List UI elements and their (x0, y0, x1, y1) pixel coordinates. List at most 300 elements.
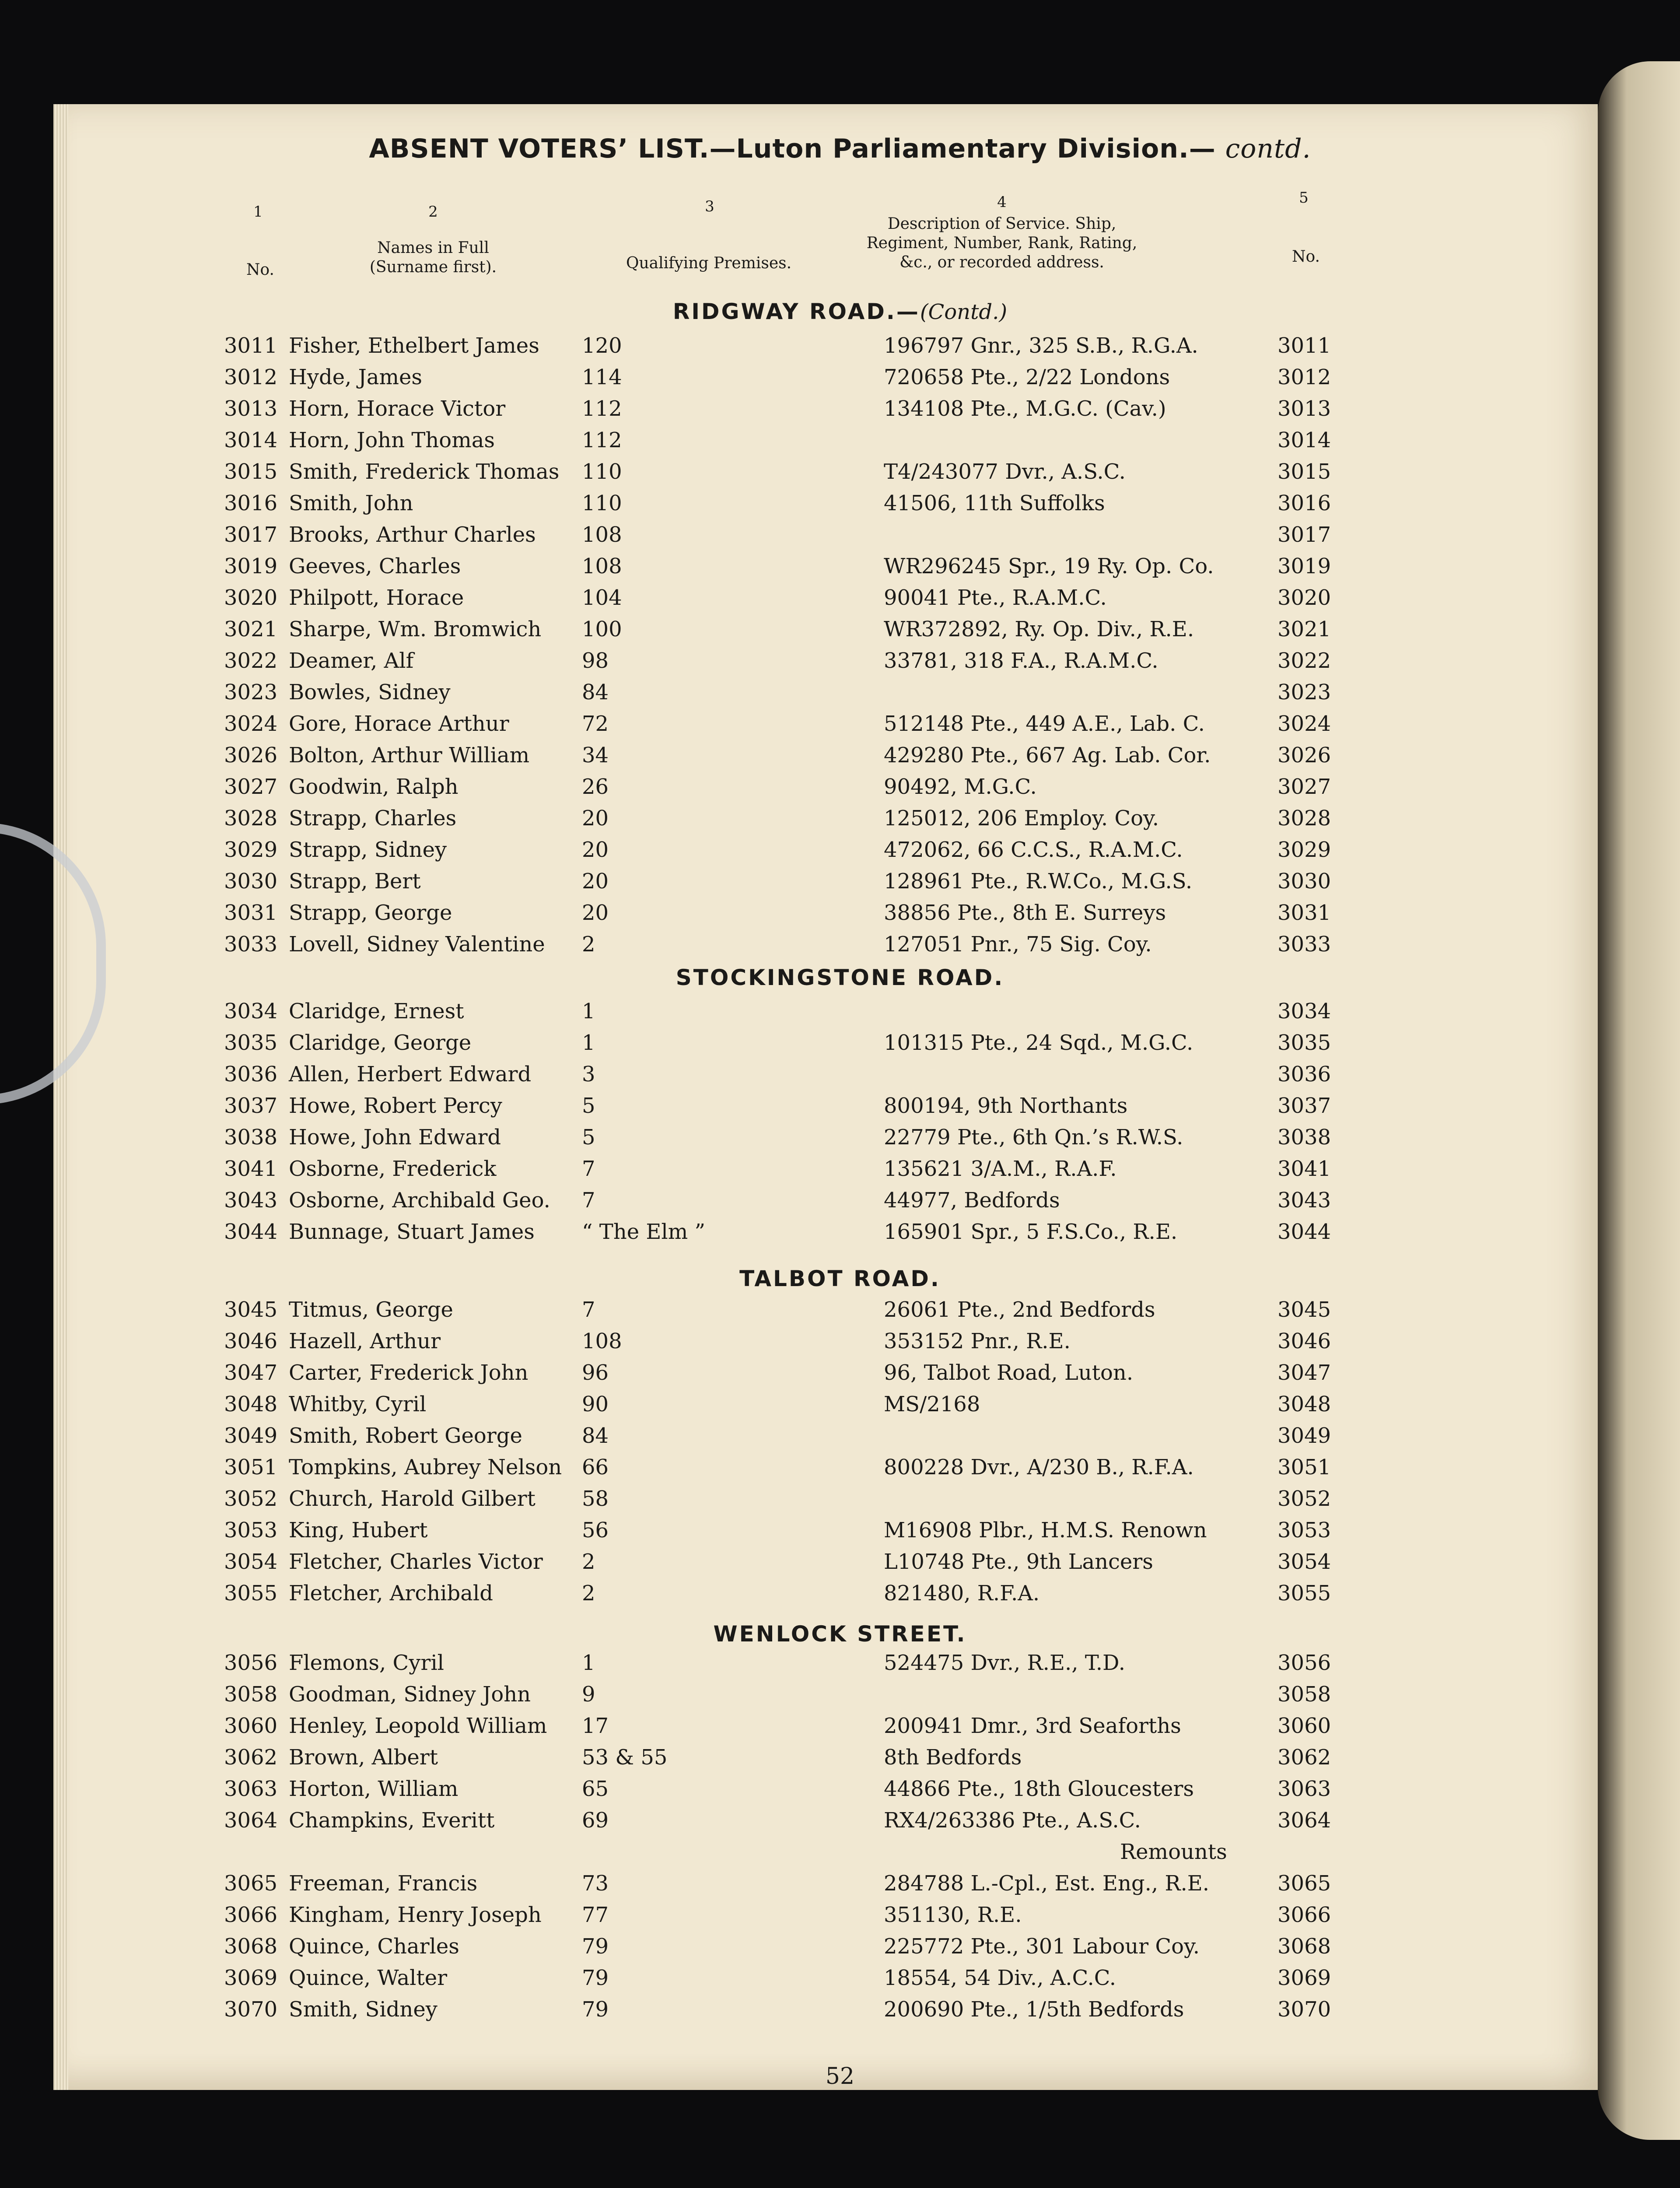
voter-name: Claridge, Ernest (289, 999, 464, 1024)
service-description: 127051 Pnr., 75 Sig. Coy. (884, 932, 1152, 957)
column-number-1: 1 (253, 203, 263, 221)
service-description: 196797 Gnr., 325 S.B., R.G.A. (884, 333, 1198, 358)
voter-name: Bowles, Sidney (289, 680, 451, 705)
voter-number: 3045 (224, 1297, 278, 1322)
voter-number-right: 3066 (1278, 1903, 1331, 1927)
voter-name: Strapp, Bert (289, 869, 421, 894)
table-row (0, 1487, 1680, 1517)
voter-number-right: 3012 (1278, 365, 1331, 389)
voter-number: 3022 (224, 649, 278, 673)
table-row (0, 1777, 1680, 1807)
qualifying-premises: 17 (582, 1714, 609, 1738)
voter-number: 3033 (224, 932, 278, 957)
voter-number-right: 3035 (1278, 1031, 1331, 1055)
voter-name: Sharpe, Wm. Bromwich (289, 617, 542, 642)
service-description: 125012, 206 Employ. Coy. (884, 806, 1159, 831)
page-number: 52 (825, 2063, 855, 2090)
table-row (0, 999, 1680, 1030)
voter-number-right: 3017 (1278, 522, 1331, 547)
voter-number: 3047 (224, 1360, 278, 1385)
voter-number: 3024 (224, 712, 278, 736)
voter-number: 3069 (224, 1966, 278, 1990)
voter-number: 3012 (224, 365, 278, 389)
voter-number-right: 3027 (1278, 775, 1331, 799)
table-row (0, 1220, 1680, 1250)
voter-name: Kingham, Henry Joseph (289, 1903, 542, 1927)
voter-number: 3048 (224, 1392, 278, 1417)
voter-number: 3046 (224, 1329, 278, 1353)
table-row (0, 491, 1680, 522)
voter-number-right: 3023 (1278, 680, 1331, 705)
voter-number: 3031 (224, 901, 278, 925)
service-description: 44977, Bedfords (884, 1188, 1060, 1213)
voter-name: Carter, Frederick John (289, 1360, 528, 1385)
qualifying-premises: 96 (582, 1360, 609, 1385)
voter-name: Fletcher, Charles Victor (289, 1550, 543, 1574)
table-row (0, 1518, 1680, 1549)
table-row (0, 1581, 1680, 1612)
service-continuation: Remounts (1120, 1840, 1227, 1864)
column-number-5: 5 (1299, 189, 1309, 207)
voter-number-right: 3051 (1278, 1455, 1331, 1480)
voter-number-right: 3058 (1278, 1682, 1331, 1707)
column-header-premises: Qualifying Premises. (626, 254, 792, 272)
qualifying-premises: 2 (582, 932, 595, 957)
voter-number: 3064 (224, 1808, 278, 1833)
voter-number: 3019 (224, 554, 278, 579)
voter-number-right: 3038 (1278, 1125, 1331, 1150)
voter-number-right: 3049 (1278, 1424, 1331, 1448)
voter-number-right: 3054 (1278, 1550, 1331, 1574)
voter-number-right: 3043 (1278, 1188, 1331, 1213)
qualifying-premises: 110 (582, 459, 622, 484)
table-row (0, 1871, 1680, 1902)
voter-number: 3017 (224, 522, 278, 547)
voter-number-right: 3056 (1278, 1651, 1331, 1675)
voter-number: 3065 (224, 1871, 278, 1896)
table-row (0, 522, 1680, 553)
voter-number-right: 3053 (1278, 1518, 1331, 1543)
section-heading (0, 299, 1680, 324)
service-description: 800194, 9th Northants (884, 1094, 1128, 1118)
voter-name: Claridge, George (289, 1031, 472, 1055)
qualifying-premises: 7 (582, 1188, 595, 1213)
qualifying-premises: 20 (582, 806, 609, 831)
table-row (0, 1392, 1680, 1423)
qualifying-premises: 120 (582, 333, 622, 358)
voter-name: Whitby, Cyril (289, 1392, 427, 1417)
voter-number: 3028 (224, 806, 278, 831)
qualifying-premises: 72 (582, 712, 609, 736)
service-description: 18554, 54 Div., A.C.C. (884, 1966, 1116, 1990)
qualifying-premises: 66 (582, 1455, 609, 1480)
table-row (0, 1157, 1680, 1187)
table-row (0, 680, 1680, 711)
voter-number: 3038 (224, 1125, 278, 1150)
voter-number-right: 3016 (1278, 491, 1331, 515)
voter-name: Brooks, Arthur Charles (289, 522, 536, 547)
voter-number: 3066 (224, 1903, 278, 1927)
voter-name: Titmus, George (289, 1297, 453, 1322)
table-row (0, 1682, 1680, 1713)
qualifying-premises: 73 (582, 1871, 609, 1896)
voter-name: Bunnage, Stuart James (289, 1220, 535, 1244)
qualifying-premises: 26 (582, 775, 609, 799)
section-name: WENLOCK STREET. (713, 1621, 967, 1647)
qualifying-premises: 2 (582, 1550, 595, 1574)
qualifying-premises: 58 (582, 1487, 609, 1511)
voter-number: 3011 (224, 333, 278, 358)
voter-number-right: 3062 (1278, 1745, 1331, 1770)
qualifying-premises: 5 (582, 1094, 595, 1118)
voter-number: 3014 (224, 428, 278, 452)
voter-number-right: 3060 (1278, 1714, 1331, 1738)
voter-number: 3051 (224, 1455, 278, 1480)
voter-number: 3053 (224, 1518, 278, 1543)
qualifying-premises: 108 (582, 1329, 622, 1353)
voter-number-right: 3069 (1278, 1966, 1331, 1990)
voter-name: Church, Harold Gilbert (289, 1487, 536, 1511)
section-subtitle: (Contd.) (920, 300, 1008, 324)
voter-number: 3037 (224, 1094, 278, 1118)
table-row (0, 1062, 1680, 1093)
voter-name: Horn, Horace Victor (289, 396, 506, 421)
voter-number: 3020 (224, 586, 278, 610)
voter-name: Smith, John (289, 491, 413, 515)
voter-name: Goodwin, Ralph (289, 775, 458, 799)
qualifying-premises: 3 (582, 1062, 595, 1087)
voter-number-right: 3041 (1278, 1157, 1331, 1181)
qualifying-premises: 34 (582, 743, 609, 768)
qualifying-premises: 20 (582, 901, 609, 925)
section-heading (0, 1266, 1680, 1291)
table-row (0, 333, 1680, 364)
voter-name: Smith, Frederick Thomas (289, 459, 560, 484)
voter-name: Gore, Horace Arthur (289, 712, 509, 736)
service-description: M16908 Plbr., H.M.S. Renown (884, 1518, 1207, 1543)
service-description: 351130, R.E. (884, 1903, 1022, 1927)
column-header-no-2: No. (1292, 248, 1320, 266)
table-row (0, 712, 1680, 742)
table-row (0, 396, 1680, 427)
voter-name: Smith, Robert George (289, 1424, 522, 1448)
qualifying-premises: 69 (582, 1808, 609, 1833)
table-row (0, 649, 1680, 679)
table-row (0, 1714, 1680, 1744)
table-row (0, 1455, 1680, 1486)
voter-number: 3055 (224, 1581, 278, 1606)
voter-number: 3044 (224, 1220, 278, 1244)
service-description: 472062, 66 C.C.S., R.A.M.C. (884, 838, 1183, 862)
service-description: 44866 Pte., 18th Gloucesters (884, 1777, 1194, 1801)
service-description: 22779 Pte., 6th Qn.’s R.W.S. (884, 1125, 1183, 1150)
voter-name: Deamer, Alf (289, 649, 414, 673)
voter-number: 3027 (224, 775, 278, 799)
voter-number: 3015 (224, 459, 278, 484)
voter-number-right: 3021 (1278, 617, 1331, 642)
qualifying-premises: 7 (582, 1297, 595, 1322)
section-heading (0, 965, 1680, 990)
service-description: 90041 Pte., R.A.M.C. (884, 586, 1107, 610)
voter-number: 3021 (224, 617, 278, 642)
service-description: 38856 Pte., 8th E. Surreys (884, 901, 1166, 925)
service-description: 225772 Pte., 301 Labour Coy. (884, 1934, 1200, 1959)
voter-number-right: 3030 (1278, 869, 1331, 894)
voter-number-right: 3020 (1278, 586, 1331, 610)
section-name: TALBOT ROAD. (739, 1266, 941, 1291)
service-description: 134108 Pte., M.G.C. (Cav.) (884, 396, 1166, 421)
voter-name: Howe, John Edward (289, 1125, 501, 1150)
table-row (0, 428, 1680, 459)
qualifying-premises: 20 (582, 838, 609, 862)
qualifying-premises: 1 (582, 1031, 595, 1055)
service-continuation-row (0, 1840, 1680, 1870)
qualifying-premises: 1 (582, 999, 595, 1024)
voter-number-right: 3034 (1278, 999, 1331, 1024)
service-description: 101315 Pte., 24 Sqd., M.G.C. (884, 1031, 1194, 1055)
voter-number-right: 3031 (1278, 901, 1331, 925)
qualifying-premises: 56 (582, 1518, 609, 1543)
voter-number: 3036 (224, 1062, 278, 1087)
service-description: 135621 3/A.M., R.A.F. (884, 1157, 1117, 1181)
voter-number: 3062 (224, 1745, 278, 1770)
voter-number-right: 3037 (1278, 1094, 1331, 1118)
service-description: 165901 Spr., 5 F.S.Co., R.E. (884, 1220, 1178, 1244)
voter-number-right: 3022 (1278, 649, 1331, 673)
service-description: 353152 Pnr., R.E. (884, 1329, 1071, 1353)
voter-name: Bolton, Arthur William (289, 743, 530, 768)
qualifying-premises: 84 (582, 1424, 609, 1448)
voter-name: Horton, William (289, 1777, 458, 1801)
service-description: 821480, R.F.A. (884, 1581, 1040, 1606)
table-row (0, 617, 1680, 648)
voter-number: 3013 (224, 396, 278, 421)
qualifying-premises: 114 (582, 365, 622, 389)
qualifying-premises: 98 (582, 649, 609, 673)
service-description: MS/2168 (884, 1392, 980, 1417)
qualifying-premises: 79 (582, 1997, 609, 2022)
service-description: WR372892, Ry. Op. Div., R.E. (884, 617, 1194, 642)
table-row (0, 1094, 1680, 1124)
table-row (0, 365, 1680, 396)
voter-name: Strapp, Charles (289, 806, 457, 831)
voter-number: 3035 (224, 1031, 278, 1055)
voter-number-right: 3064 (1278, 1808, 1331, 1833)
table-row (0, 1360, 1680, 1391)
service-description: 26061 Pte., 2nd Bedfords (884, 1297, 1155, 1322)
voter-number-right: 3011 (1278, 333, 1331, 358)
qualifying-premises: 112 (582, 428, 622, 452)
table-row (0, 1808, 1680, 1839)
voter-number-right: 3044 (1278, 1220, 1331, 1244)
service-description: 90492, M.G.C. (884, 775, 1037, 799)
table-row (0, 1424, 1680, 1454)
voter-number-right: 3063 (1278, 1777, 1331, 1801)
qualifying-premises: 9 (582, 1682, 595, 1707)
table-row (0, 743, 1680, 774)
voter-number-right: 3013 (1278, 396, 1331, 421)
column-number-2: 2 (428, 203, 438, 221)
voter-name: Brown, Albert (289, 1745, 438, 1770)
service-description: 512148 Pte., 449 A.E., Lab. C. (884, 712, 1205, 736)
table-row (0, 1903, 1680, 1933)
voter-name: Goodman, Sidney John (289, 1682, 531, 1707)
voter-number: 3049 (224, 1424, 278, 1448)
voter-name: Fletcher, Archibald (289, 1581, 493, 1606)
title-text: ABSENT VOTERS’ LIST.—Luton Parliamentary Division.— (369, 133, 1216, 164)
voter-number: 3023 (224, 680, 278, 705)
section-name: STOCKINGSTONE ROAD. (676, 965, 1004, 990)
table-row (0, 1188, 1680, 1219)
voter-name: Champkins, Everitt (289, 1808, 495, 1833)
qualifying-premises: 112 (582, 396, 622, 421)
voter-name: Osborne, Frederick (289, 1157, 497, 1181)
section-name: RIDGWAY ROAD.— (672, 299, 920, 324)
table-row (0, 775, 1680, 805)
table-row (0, 1934, 1680, 1965)
voter-name: Freeman, Francis (289, 1871, 478, 1896)
column-header-service: Description of Service. Ship, Regiment, Number, Rank, Rating, &c., or recorded address. (866, 215, 1138, 271)
qualifying-premises: 77 (582, 1903, 609, 1927)
voter-number: 3041 (224, 1157, 278, 1181)
service-description: WR296245 Spr., 19 Ry. Op. Co. (884, 554, 1214, 579)
voter-name: Geeves, Charles (289, 554, 461, 579)
voter-number-right: 3024 (1278, 712, 1331, 736)
service-description: 284788 L.-Cpl., Est. Eng., R.E. (884, 1871, 1210, 1896)
table-row (0, 554, 1680, 585)
page-title (0, 133, 1680, 164)
service-description: 524475 Dvr., R.E., T.D. (884, 1651, 1125, 1675)
qualifying-premises: 7 (582, 1157, 595, 1181)
voter-name: Osborne, Archibald Geo. (289, 1188, 550, 1213)
voter-number-right: 3036 (1278, 1062, 1331, 1087)
voter-number: 3034 (224, 999, 278, 1024)
table-row (0, 806, 1680, 837)
table-row (0, 1550, 1680, 1580)
table-row (0, 586, 1680, 616)
voter-number-right: 3048 (1278, 1392, 1331, 1417)
voter-name: Philpott, Horace (289, 586, 464, 610)
service-description: 128961 Pte., R.W.Co., M.G.S. (884, 869, 1193, 894)
voter-number: 3016 (224, 491, 278, 515)
voter-name: Lovell, Sidney Valentine (289, 932, 545, 957)
voter-number: 3068 (224, 1934, 278, 1959)
table-row (0, 1031, 1680, 1061)
voter-number-right: 3045 (1278, 1297, 1331, 1322)
service-description: 800228 Dvr., A/230 B., R.F.A. (884, 1455, 1194, 1480)
voter-number-right: 3055 (1278, 1581, 1331, 1606)
qualifying-premises: 108 (582, 554, 622, 579)
voter-name: Horn, John Thomas (289, 428, 495, 452)
service-description: 200690 Pte., 1/5th Bedfords (884, 1997, 1184, 2022)
voter-name: Quince, Walter (289, 1966, 448, 1990)
voter-number: 3060 (224, 1714, 278, 1738)
voter-number: 3043 (224, 1188, 278, 1213)
qualifying-premises: 20 (582, 869, 609, 894)
qualifying-premises: 100 (582, 617, 622, 642)
table-row (0, 1651, 1680, 1681)
table-row (0, 838, 1680, 868)
table-row (0, 932, 1680, 963)
voter-number: 3056 (224, 1651, 278, 1675)
service-description: 429280 Pte., 667 Ag. Lab. Cor. (884, 743, 1211, 768)
voter-number-right: 3026 (1278, 743, 1331, 768)
table-row (0, 1329, 1680, 1360)
voter-name: Allen, Herbert Edward (289, 1062, 532, 1087)
column-number-4: 4 (997, 193, 1007, 211)
qualifying-premises: 79 (582, 1966, 609, 1990)
column-header-names: Names in Full (Surname first). (369, 239, 497, 276)
service-description: 720658 Pte., 2/22 Londons (884, 365, 1170, 389)
qualifying-premises: 79 (582, 1934, 609, 1959)
qualifying-premises: 53 & 55 (582, 1745, 668, 1770)
table-row (0, 869, 1680, 900)
title-contd: contd. (1225, 133, 1311, 164)
voter-number-right: 3014 (1278, 428, 1331, 452)
qualifying-premises: 90 (582, 1392, 609, 1417)
voter-name: Quince, Charles (289, 1934, 459, 1959)
voter-number-right: 3019 (1278, 554, 1331, 579)
voter-name: Flemons, Cyril (289, 1651, 444, 1675)
voter-name: King, Hubert (289, 1518, 428, 1543)
table-row (0, 901, 1680, 931)
column-header-no: No. (246, 261, 274, 279)
service-description: 200941 Dmr., 3rd Seaforths (884, 1714, 1181, 1738)
voter-number: 3063 (224, 1777, 278, 1801)
voter-number: 3052 (224, 1487, 278, 1511)
service-description: 96, Talbot Road, Luton. (884, 1360, 1134, 1385)
qualifying-premises: 110 (582, 491, 622, 515)
voter-number: 3026 (224, 743, 278, 768)
qualifying-premises: 84 (582, 680, 609, 705)
voter-number-right: 3028 (1278, 806, 1331, 831)
voter-name: Howe, Robert Percy (289, 1094, 502, 1118)
qualifying-premises: 1 (582, 1651, 595, 1675)
voter-number: 3070 (224, 1997, 278, 2022)
qualifying-premises: 104 (582, 586, 622, 610)
voter-name: Henley, Leopold William (289, 1714, 547, 1738)
section-heading (0, 1621, 1680, 1647)
service-description: 8th Bedfords (884, 1745, 1022, 1770)
voter-name: Smith, Sidney (289, 1997, 438, 2022)
column-number-3: 3 (705, 198, 714, 215)
voter-name: Strapp, George (289, 901, 452, 925)
voter-name: Fisher, Ethelbert James (289, 333, 539, 358)
table-row (0, 1297, 1680, 1328)
table-row (0, 1966, 1680, 1996)
table-row (0, 1997, 1680, 2028)
voter-name: Strapp, Sidney (289, 838, 447, 862)
voter-number-right: 3046 (1278, 1329, 1331, 1353)
voter-number: 3030 (224, 869, 278, 894)
qualifying-premises: 65 (582, 1777, 609, 1801)
voter-number: 3029 (224, 838, 278, 862)
service-description: L10748 Pte., 9th Lancers (884, 1550, 1153, 1574)
voter-number: 3058 (224, 1682, 278, 1707)
voter-number-right: 3065 (1278, 1871, 1331, 1896)
voter-name: Hazell, Arthur (289, 1329, 441, 1353)
qualifying-premises: 108 (582, 522, 622, 547)
qualifying-premises: “ The Elm ” (582, 1220, 706, 1244)
qualifying-premises: 2 (582, 1581, 595, 1606)
table-row (0, 1745, 1680, 1776)
service-description: RX4/263386 Pte., A.S.C. (884, 1808, 1141, 1833)
voter-number-right: 3070 (1278, 1997, 1331, 2022)
voter-number-right: 3068 (1278, 1934, 1331, 1959)
service-description: 41506, 11th Suffolks (884, 491, 1105, 515)
voter-number: 3054 (224, 1550, 278, 1574)
voter-number-right: 3047 (1278, 1360, 1331, 1385)
